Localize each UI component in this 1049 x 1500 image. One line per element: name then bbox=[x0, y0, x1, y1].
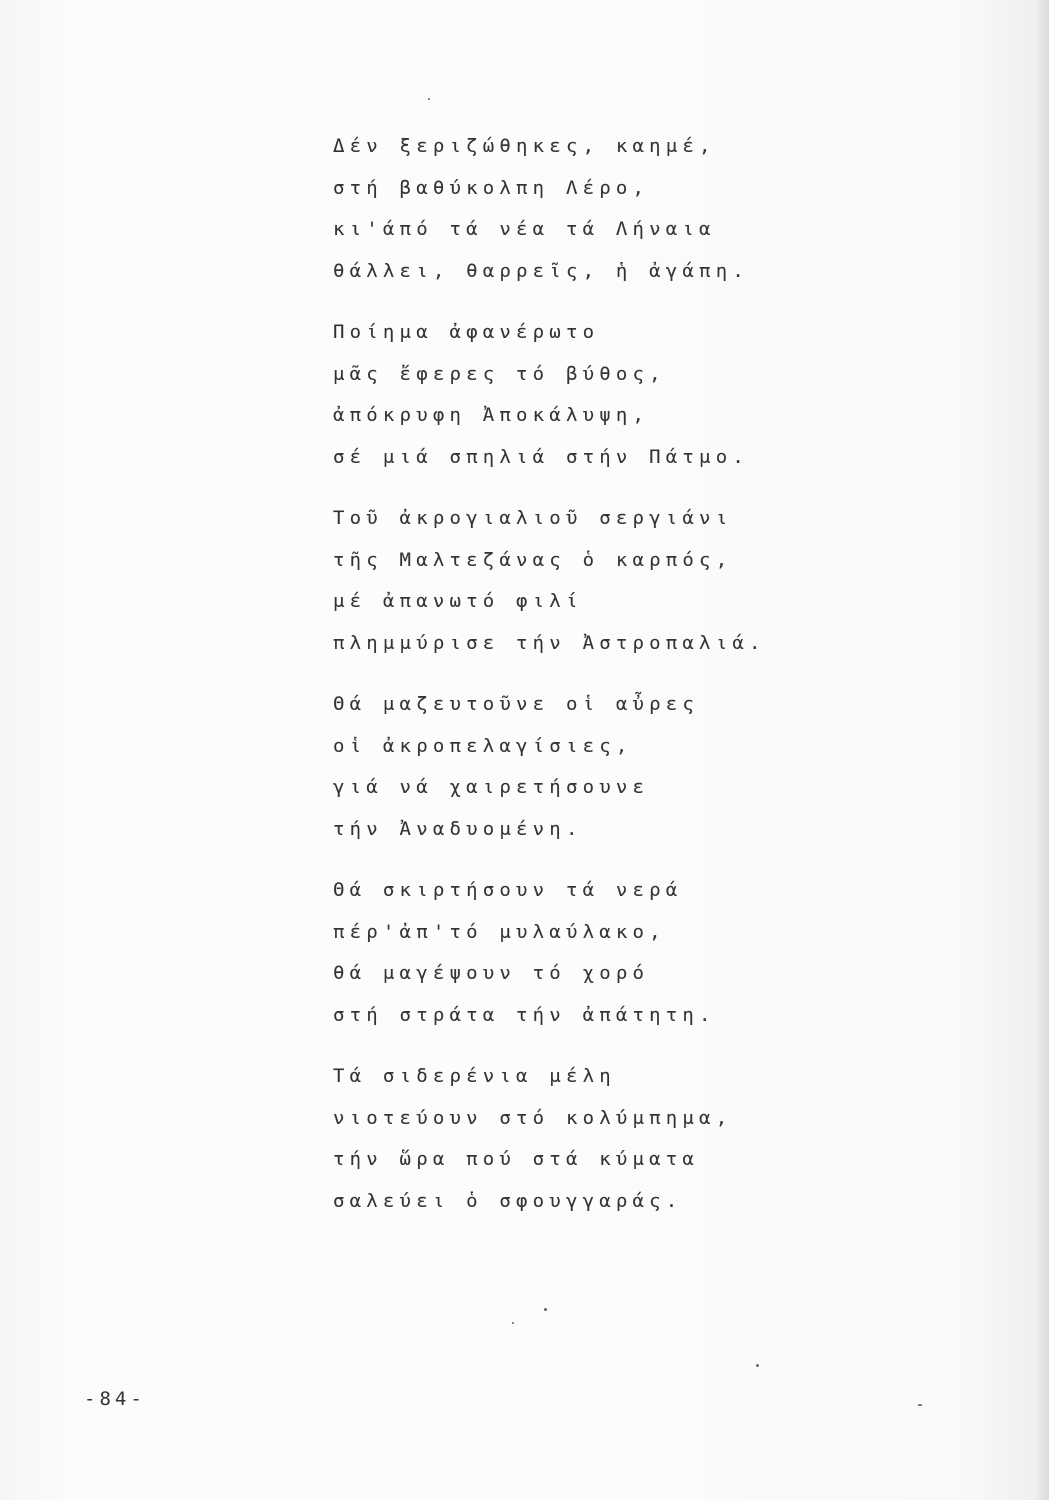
poem-line: Τοῦ ἀκρογιαλιοῦ σεργιάνι bbox=[333, 507, 733, 529]
ink-speck bbox=[428, 98, 430, 100]
page-number: -84- bbox=[84, 1388, 146, 1410]
poem-line: Θά μαζευτοῦνε οἱ αὖρες bbox=[333, 693, 700, 715]
poem-line: μᾶς ἔφερες τό βύθος, bbox=[333, 362, 666, 385]
stanza bbox=[333, 498, 933, 664]
poem-line: τῆς Μαλτεζάνας ὁ καρπός, bbox=[333, 548, 733, 571]
poem-line: σαλεύει ὁ σφουγγαράς. bbox=[333, 1189, 683, 1212]
poem-line: κι'άπό τά νέα τά Λήναια bbox=[333, 218, 716, 240]
poem-line: θά μαγέψουν τό χορό bbox=[333, 962, 650, 984]
poem-line: τήν Ἀναδυομένη. bbox=[333, 817, 583, 840]
ink-speck bbox=[544, 1308, 547, 1311]
poem-line: πλημμύρισε τήν Ἀστροπαλιά. bbox=[333, 631, 766, 654]
poem-line: στή στράτα τήν ἀπάτητη. bbox=[333, 1003, 716, 1026]
ink-speck bbox=[756, 1364, 759, 1367]
poem-line: γιά νά χαιρετήσουνε bbox=[333, 776, 650, 798]
ink-speck bbox=[512, 1322, 514, 1324]
poem-line: νιοτεύουν στό κολύμπημα, bbox=[333, 1106, 733, 1129]
stanza bbox=[333, 312, 933, 478]
ink-speck bbox=[918, 1404, 922, 1406]
poem-line: στή βαθύκολπη Λέρο, bbox=[333, 176, 650, 199]
poem-line: θάλλει, θαρρεῖς, ἡ ἀγάπη. bbox=[333, 259, 749, 282]
poem-line: Θά σκιρτήσουν τά νερά bbox=[333, 879, 683, 901]
stanza bbox=[333, 684, 933, 850]
poem-line: οἱ ἀκροπελαγίσιες, bbox=[333, 734, 633, 757]
poem-line: ἀπόκρυφη Ἀποκάλυψη, bbox=[333, 404, 650, 426]
stanza bbox=[333, 126, 933, 292]
stanza bbox=[333, 1056, 933, 1222]
poem-line: σέ μιά σπηλιά στήν Πάτμο. bbox=[333, 445, 749, 468]
stanza bbox=[333, 870, 933, 1036]
poem-line: Ποίημα ἀφανέρωτο bbox=[333, 321, 600, 343]
poem-line: τήν ὥρα πού στά κύματα bbox=[333, 1148, 700, 1170]
poem-body bbox=[333, 126, 933, 1242]
poem-line: πέρ'ἀπ'τό μυλαύλακο, bbox=[333, 920, 666, 943]
poem-line: Δέν ξεριζώθηκες, καημέ, bbox=[333, 135, 716, 157]
poem-line: μέ ἀπανωτό φιλί bbox=[333, 590, 583, 612]
page-edge-shadow bbox=[1035, 0, 1049, 1500]
poem-line: Τά σιδερένια μέλη bbox=[333, 1065, 616, 1087]
